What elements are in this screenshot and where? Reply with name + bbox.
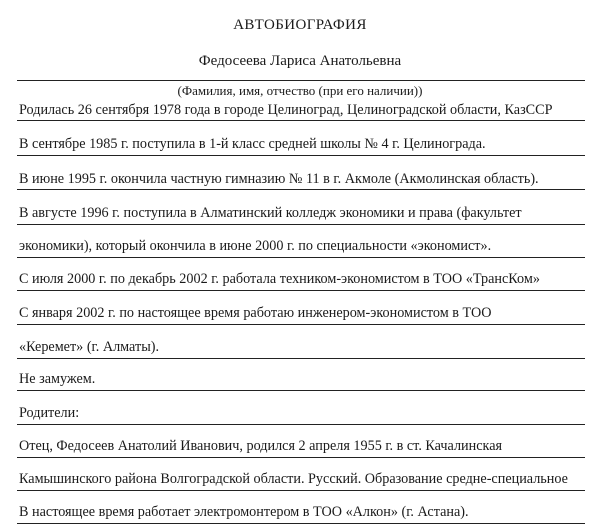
text-line: В августе 1996 г. поступила в Алматинский колледж экономики и права (факультет [19, 205, 522, 221]
rule-line [17, 189, 585, 190]
rule-line [17, 523, 585, 524]
rule-line [17, 257, 585, 258]
document-title: АВТОБИОГРАФИЯ [233, 17, 367, 33]
text-line: Не замужем. [19, 371, 96, 387]
text-line: Камышинского района Волгоградской области. Русский. Образование средне-специальное [19, 471, 568, 487]
rule-line [17, 424, 585, 425]
text-line: В сентябре 1985 г. поступила в 1-й класс средней школы № 4 г. Целинограда. [19, 136, 486, 152]
text-line: В настоящее время работает электромонтером в ТОО «Алкон» (г. Астана). [19, 504, 469, 520]
name-caption: (Фамилия, имя, отчество (при его наличии)) [177, 83, 423, 98]
rule-line [17, 224, 585, 225]
rule-line [17, 120, 585, 121]
text-line: С июля 2000 г. по декабрь 2002 г. работала техником-экономистом в ТОО «ТрансКом» [19, 271, 540, 287]
text-line: В июне 1995 г. окончила частную гимназию № 11 в г. Акмоле (Акмолинская область). [19, 171, 539, 187]
rule-line [17, 358, 585, 359]
text-line: Отец, Федосеев Анатолий Иванович, родился 2 апреля 1955 г. в ст. Качалинская [19, 438, 503, 454]
full-name: Федосеева Лариса Анатольевна [198, 53, 402, 69]
rule-line [17, 457, 585, 458]
rule-line [17, 290, 585, 291]
text-line: Родилась 26 сентября 1978 года в городе Целиноград, Целиноградской области, КазССР [19, 102, 553, 118]
text-line: С января 2002 г. по настоящее время работаю инженером-экономистом в ТОО [19, 305, 492, 321]
text-line: «Керемет» (г. Алматы). [19, 339, 159, 355]
rule-line [17, 390, 585, 391]
rule-line [17, 155, 585, 156]
text-line: экономики), который окончила в июне 2000 г. по специальности «экономист». [19, 238, 492, 254]
rule-line [17, 324, 585, 325]
rule-line [17, 80, 585, 81]
text-line: Родители: [19, 405, 80, 421]
rule-line [17, 490, 585, 491]
